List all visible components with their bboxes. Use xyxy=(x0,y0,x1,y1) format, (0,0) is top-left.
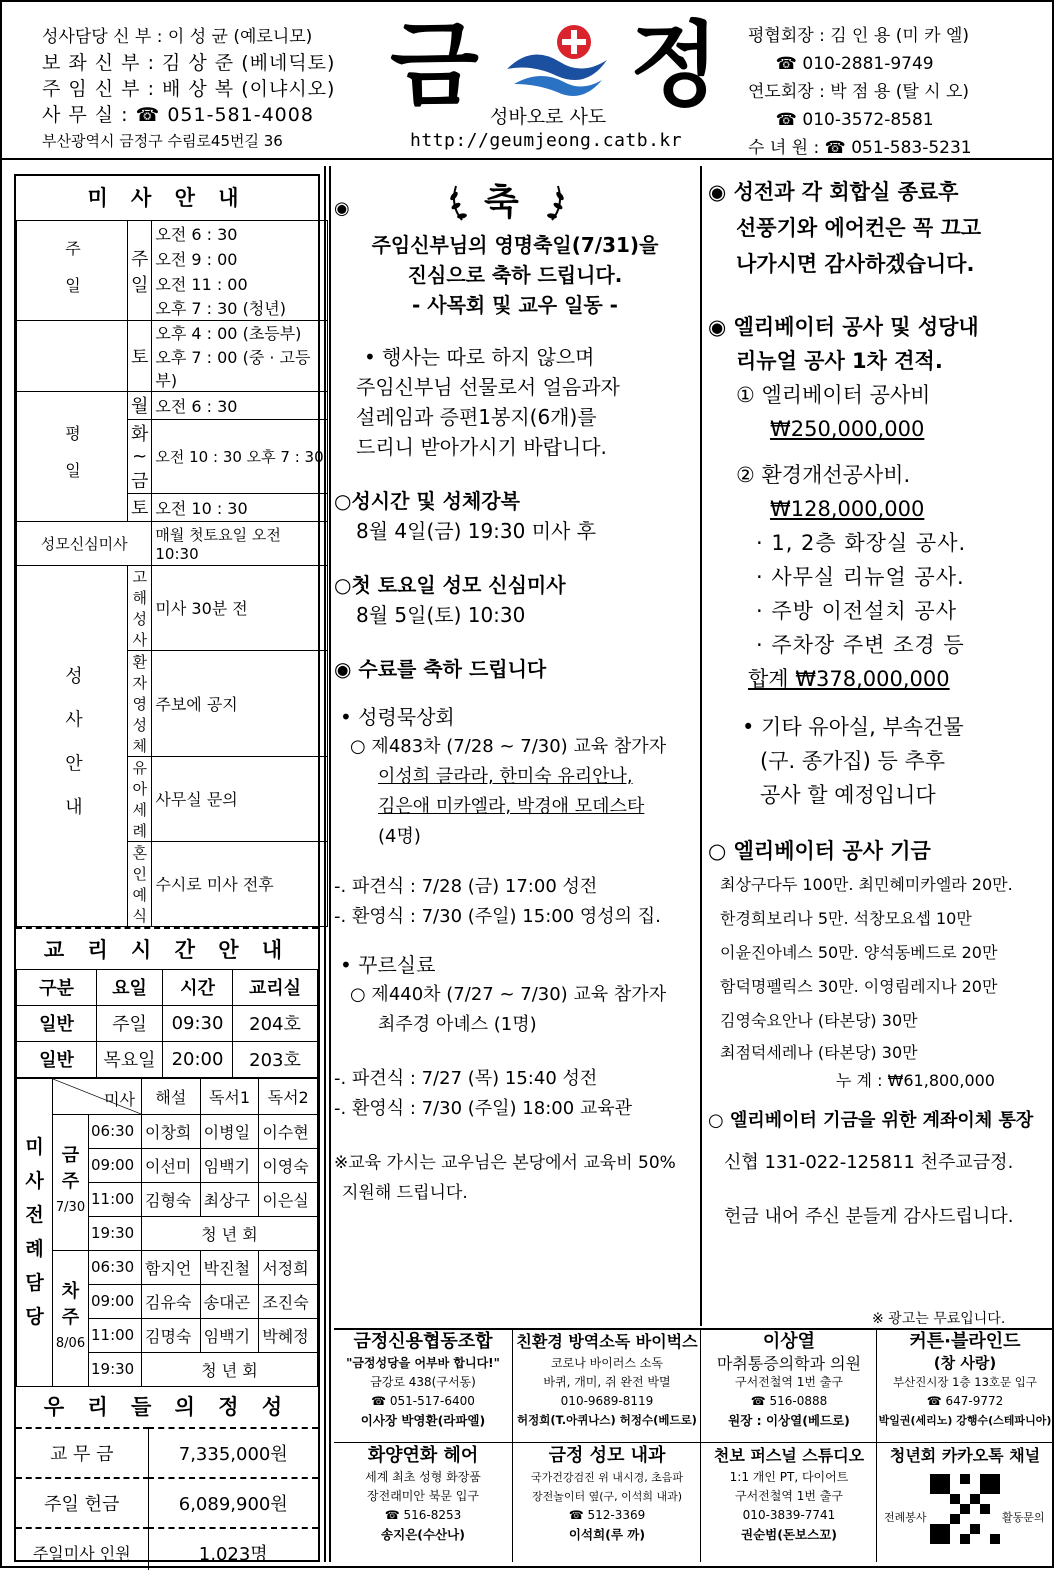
weekday-saturday-time: 오전 10 : 30 xyxy=(152,493,327,521)
ad-studio xyxy=(702,1444,876,1562)
column-divider-right xyxy=(700,166,702,1326)
catechism-head: 교리실 xyxy=(233,969,318,1005)
sunday-side-label: 주 일 xyxy=(17,221,128,321)
duty-reader1: 이병일 xyxy=(200,1114,259,1148)
tue-fri-label: 화 ~금 xyxy=(128,419,152,493)
duty-reader1: 임백기 xyxy=(200,1148,259,1182)
feast-bullet: ◉ xyxy=(334,198,350,219)
ad-line: 금강로 438(구서동) xyxy=(370,1375,476,1389)
graduation-title: ◉ 수료를 축하 드립니다 xyxy=(334,657,547,681)
fund-donor-line: 최상구다두 100만. 최민혜미카엘라 20만. xyxy=(720,875,1013,894)
ad-divider xyxy=(700,1330,701,1562)
ads-free-note: ※ 광고는 무료입니다. xyxy=(872,1311,1006,1327)
ad-owner: 박일권(세리노) 강행수(스테파니아) xyxy=(878,1414,1052,1427)
ad-line: ☎ 516-0888 xyxy=(750,1394,828,1408)
duty-head: 독서1 xyxy=(200,1078,259,1114)
duty-reader2: 이은실 xyxy=(259,1182,318,1216)
fan-notice: ◉ 성전과 각 회합실 종료후 xyxy=(708,180,959,204)
bulletin-header xyxy=(0,0,1054,160)
duty-head: 해설 xyxy=(142,1078,201,1114)
ad-line: 국가건강검진 위 내시경, 초음파 xyxy=(530,1471,684,1484)
catechism-cell: 204호 xyxy=(233,1005,318,1041)
duty-reader2: 박혜정 xyxy=(259,1318,318,1352)
ad-youth-kakao xyxy=(878,1444,1052,1562)
office-phone: 사 무 실 : ☎ 051-581-4008 xyxy=(42,104,314,126)
duty-corner-cell xyxy=(53,1078,142,1114)
ad-hair xyxy=(334,1444,512,1562)
feast-line: 진심으로 축하 드립니다. xyxy=(407,263,623,287)
duty-time: 11:00 xyxy=(89,1182,142,1216)
ad-owner: 권순범(돈보스꼬) xyxy=(741,1527,837,1542)
offering-label: 주일미사 인원 xyxy=(16,1528,148,1570)
duty-commentator: 김유숙 xyxy=(142,1284,201,1318)
website-link[interactable]: http://geumjeong.catb.kr xyxy=(410,130,683,151)
convent-phone: 수 녀 원 : ☎ 051-583-5231 xyxy=(748,138,972,158)
retreat1-title: • 성령묵상회 xyxy=(340,705,455,729)
fund-donor-line: 함덕명펠릭스 30만. 이영림레지나 20만 xyxy=(720,977,998,996)
duty-reader1: 최상구 xyxy=(200,1182,259,1216)
column-divider-left xyxy=(324,166,331,1562)
duty-reader1: 임백기 xyxy=(200,1318,259,1352)
retreat2-participants: ○ 제440차 (7/27 ~ 7/30) 교육 참가자 xyxy=(350,984,667,1005)
church-logo-icon xyxy=(502,14,612,104)
catechism-cell: 주일 xyxy=(97,1005,163,1041)
retreat2-names: 최주경 아녜스 (1명) xyxy=(378,1014,537,1035)
event-line: 주임신부님 선물로서 얼음과자 xyxy=(356,375,620,399)
fund-sum: 누 계 : ₩61,800,000 xyxy=(836,1071,995,1090)
ad-owner: 원장 : 이상열(베드로) xyxy=(728,1413,850,1428)
thanks-note: 헌금 내어 주신 분들게 감사드립니다. xyxy=(724,1206,1014,1227)
ad-title: 커튼·블라인드 xyxy=(909,1331,1021,1352)
ad-internal-medicine xyxy=(514,1444,700,1562)
liturgy-duty-table xyxy=(16,1078,318,1387)
this-week-label xyxy=(53,1114,89,1250)
catechism-cell: 일반 xyxy=(17,1005,97,1041)
catechism-table xyxy=(16,969,318,1078)
sacrament-name: 유아세례 xyxy=(128,756,152,841)
catechism-cell: 203호 xyxy=(233,1041,318,1077)
this-week-text: 금 주 xyxy=(61,1145,80,1192)
cost-item-1-value: ₩250,000,000 xyxy=(770,417,925,441)
duty-reader1: 박진철 xyxy=(200,1250,259,1284)
duty-head: 독서2 xyxy=(259,1078,318,1114)
etc-line: 공사 할 예정입니다 xyxy=(760,783,936,807)
ad-line: 부산진시장 1층 13호문 입구 xyxy=(892,1375,1037,1389)
qr-label-right: 활동문의 xyxy=(1002,1511,1045,1524)
fund-donor-line: 최점덕세레나 (타본당) 30만 xyxy=(720,1043,918,1062)
retreat1-participants: ○ 제483차 (7/28 ~ 7/30) 교육 참가자 xyxy=(350,736,667,757)
ad-title: 청년회 카카오톡 채널 xyxy=(889,1446,1041,1465)
pastor-line-3: 주 임 신 부 : 배 상 복 (이냐시오) xyxy=(42,78,336,100)
ad-line: 010-3839-7741 xyxy=(742,1508,836,1522)
ad-line: ☎ 647-9772 xyxy=(926,1394,1004,1408)
mass-schedule-title: 미 사 안 내 xyxy=(87,186,247,210)
offering-title: 우 리 들 의 정 성 xyxy=(43,1394,291,1419)
ad-line: 구서전철역 1번 출구 xyxy=(734,1489,843,1503)
retreat1-welcome: -. 환영식 : 7/30 (주일) 15:00 영성의 집. xyxy=(334,906,661,927)
saturday-time: 오후 4 : 00 (초등부) xyxy=(152,321,327,345)
next-week-text: 차 주 xyxy=(61,1281,80,1328)
ad-divider xyxy=(512,1330,513,1562)
catechism-cell: 목요일 xyxy=(97,1041,163,1077)
offering-value: 1,023명 xyxy=(198,1543,268,1565)
fund-donor-line: 이윤진아녜스 50만. 양석동베드로 20만 xyxy=(720,943,998,962)
work-item: · 주차장 주변 조경 등 xyxy=(756,633,965,657)
duty-time: 19:30 xyxy=(89,1352,142,1386)
retreat2-sendoff: -. 파견식 : 7/27 (목) 15:40 성전 xyxy=(334,1068,598,1089)
saturday-time: 오후 7 : 00 (중 · 고등부) xyxy=(152,345,327,392)
elevator-title: 리뉴얼 공사 1차 견적. xyxy=(736,349,943,373)
fund-donor-line: 한경희보리나 5만. 석창모요셉 10만 xyxy=(720,909,972,928)
ad-line: 구서전철역 1번 출구 xyxy=(734,1375,843,1389)
duty-reader2: 이수현 xyxy=(259,1114,318,1148)
cost-item-2: ② 환경개선공사비. xyxy=(736,463,911,487)
catechism-head: 구분 xyxy=(17,969,97,1005)
mass-schedule-table xyxy=(16,220,328,927)
retreat1-count: (4명) xyxy=(378,826,421,847)
duty-reader1: 송대곤 xyxy=(200,1284,259,1318)
ad-line: 바퀴, 개미, 쥐 완전 박멸 xyxy=(543,1375,671,1389)
ad-title: 친환경 방역소독 바이벅스 xyxy=(516,1332,698,1351)
cost-total: 합계 ₩378,000,000 xyxy=(748,667,950,691)
marian-mass-time: 매월 첫토요일 오전 10:30 xyxy=(152,521,327,565)
ad-line: 1:1 개인 PT, 다이어트 xyxy=(729,1470,849,1484)
holy-hour-title: ○성시간 및 성체강복 xyxy=(334,489,520,513)
ad-line: 장전놀이터 옆(구, 이석희 내과) xyxy=(531,1490,683,1503)
fan-notice: 선풍기와 에어컨은 꼭 끄고 xyxy=(736,216,982,240)
ad-title: 금정신용협동조합 xyxy=(353,1331,493,1352)
qr-area xyxy=(878,1468,1052,1548)
council-info xyxy=(748,22,972,162)
ad-divider xyxy=(876,1330,877,1562)
offering-label: 교 무 금 xyxy=(16,1428,148,1478)
transfer-title: ○ 엘리베이터 기금을 위한 계좌이체 통장 xyxy=(708,1110,1034,1131)
sacrament-name: 혼인예식 xyxy=(128,841,152,926)
ad-line: 장전래미안 북문 입구 xyxy=(367,1489,479,1503)
ad-line: ☎ 516-8253 xyxy=(384,1508,462,1522)
event-line: 드리니 받아가시기 바랍니다. xyxy=(356,435,607,459)
ad-line: 010-9689-8119 xyxy=(560,1394,654,1408)
offering-label: 주일 헌금 xyxy=(16,1478,148,1528)
duty-youth: 청 년 회 xyxy=(142,1216,318,1250)
title-geum: 금 xyxy=(390,12,479,119)
pastor-line-2: 보 좌 신 부 : 김 상 준 (베네딕토) xyxy=(42,52,336,74)
duty-commentator: 이선미 xyxy=(142,1148,201,1182)
liturgy-side-text: 미 사 전 례 담 당 xyxy=(25,1136,44,1328)
feast-line: 주임신부님의 영명축일(7/31)을 xyxy=(371,233,659,257)
duty-time: 06:30 xyxy=(89,1250,142,1284)
offering-value: 7,335,000원 xyxy=(178,1443,288,1465)
duty-time: 09:00 xyxy=(89,1284,142,1318)
elevator-title: ◉ 엘리베이터 공사 및 성당내 xyxy=(708,315,979,339)
event-line: • 행사는 따로 하지 않으며 xyxy=(364,345,595,369)
ad-title: 천보 퍼스널 스튜디오 xyxy=(713,1446,865,1465)
education-note: ※교육 가시는 교우님은 본당에서 교육비 50% xyxy=(334,1153,676,1173)
liturgy-side-label xyxy=(17,1078,53,1386)
sacrament-info: 주보에 공지 xyxy=(152,650,327,756)
first-saturday-time: 8월 5일(토) 10:30 xyxy=(356,603,526,627)
catechism-cell: 일반 xyxy=(17,1041,97,1077)
holy-hour-time: 8월 4일(금) 19:30 미사 후 xyxy=(356,519,597,543)
sacrament-name: 환자영성체 xyxy=(128,650,152,756)
next-week-label xyxy=(53,1250,89,1386)
work-item: · 사무실 리뉴얼 공사. xyxy=(756,565,965,589)
sacrament-name: 고해성사 xyxy=(128,565,152,650)
duty-reader2: 이영숙 xyxy=(259,1148,318,1182)
catechism-head: 요일 xyxy=(97,969,163,1005)
offering-table xyxy=(16,1427,318,1570)
ad-owner: 송지은(수산나) xyxy=(381,1527,465,1542)
sacrament-info: 사무실 문의 xyxy=(152,756,327,841)
ad-line: 코로나 바이러스 소독 xyxy=(551,1356,663,1370)
fund-title: ○ 엘리베이터 공사 기금 xyxy=(708,839,931,863)
duty-youth: 청 년 회 xyxy=(142,1352,318,1386)
etc-line: (구. 종가집) 등 추후 xyxy=(760,749,946,773)
catechism-head: 시간 xyxy=(163,969,233,1005)
retreat1-names: 이성희 글라라, 한미숙 유리안나, xyxy=(378,766,633,787)
ad-owner: 이사장 박영환(라파엘) xyxy=(360,1413,486,1428)
monday-time: 오전 6 : 30 xyxy=(152,391,327,419)
sacrament-side-label: 성 사 안 내 xyxy=(17,565,128,926)
council-president-phone: ☎ 010-2881-9749 xyxy=(775,54,934,74)
duty-commentator: 김형숙 xyxy=(142,1182,201,1216)
ad-line: ☎ 051-517-6400 xyxy=(371,1394,475,1408)
catechism-cell: 09:30 xyxy=(163,1005,233,1041)
ad-line: 마취통증의학과 의원 xyxy=(716,1354,862,1373)
work-item: · 주방 이전설치 공사 xyxy=(756,599,957,623)
ad-line: (창 사랑) xyxy=(933,1354,997,1372)
catechism-cell: 20:00 xyxy=(163,1041,233,1077)
ad-line: "금정성당을 어부바 합니다!" xyxy=(346,1356,500,1370)
event-line: 설레임과 증편1봉지(6개)를 xyxy=(356,405,597,429)
etc-line: • 기타 유아실, 부속건물 xyxy=(742,715,964,739)
yeondo-president-phone: ☎ 010-3572-8581 xyxy=(775,110,934,130)
marian-mass-label: 성모신심미사 xyxy=(17,521,152,565)
cost-item-2-value: ₩128,000,000 xyxy=(770,497,925,521)
saturday-label: 토 xyxy=(128,321,152,392)
pastor-line-1: 성사담당 신 부 : 이 성 균 (예로니모) xyxy=(42,27,313,47)
ad-line: ☎ 512-3369 xyxy=(568,1508,646,1522)
tue-fri-time: 오전 10 : 30 오후 7 : 30 xyxy=(152,419,327,493)
ad-line: 세계 최초 성형 화장품 xyxy=(365,1470,481,1484)
next-week-date: 8/06 xyxy=(55,1336,86,1351)
duty-time: 09:00 xyxy=(89,1148,142,1182)
duty-time: 11:00 xyxy=(89,1318,142,1352)
transfer-account: 신협 131-022-125811 천주교금정. xyxy=(724,1152,1014,1173)
offering-value: 6,089,900원 xyxy=(178,1493,288,1515)
left-column xyxy=(14,174,324,1565)
sunday-label: 주일 xyxy=(128,221,152,321)
catechism-title: 교 리 시 간 안 내 xyxy=(16,927,318,969)
duty-head: 미사 xyxy=(104,1089,135,1109)
cost-item-1: ① 엘리베이터 공사비 xyxy=(736,383,931,407)
sunday-time: 오전 9 : 00 xyxy=(152,246,327,271)
fan-notice: 나가시면 감사하겠습니다. xyxy=(736,252,975,276)
yeondo-president: 연도회장 : 박 점 용 (탈 시 오) xyxy=(748,82,970,102)
ad-title: 화양연화 헤어 xyxy=(367,1445,479,1466)
ad-owner: 이석희(루 까) xyxy=(568,1527,646,1542)
duty-time: 06:30 xyxy=(89,1114,142,1148)
duty-time: 19:30 xyxy=(89,1216,142,1250)
education-note: 지원해 드립니다. xyxy=(342,1183,468,1203)
monday-label: 월 xyxy=(128,391,152,419)
ad-owner: 허정희(T.아퀴나스) 허정수(베드로) xyxy=(517,1413,697,1427)
duty-reader2: 서정희 xyxy=(259,1250,318,1284)
title-jeong: 정 xyxy=(630,12,719,119)
work-item: · 1, 2층 화장실 공사. xyxy=(756,531,967,555)
duty-commentator: 김명숙 xyxy=(142,1318,201,1352)
first-saturday-title: ○첫 토요일 성모 신심미사 xyxy=(334,573,566,597)
clergy-info xyxy=(42,24,335,154)
cheer-text: 축 xyxy=(484,182,519,223)
patron-saint: 성바오로 사도 xyxy=(490,106,607,128)
duty-reader2: 조진숙 xyxy=(259,1284,318,1318)
retreat2-title: • 꾸르실료 xyxy=(340,953,436,977)
weekday-saturday-label: 토 xyxy=(128,493,152,521)
feast-signature: - 사목회 및 교우 일동 - xyxy=(412,293,618,317)
sacrament-info: 미사 30분 전 xyxy=(152,565,327,650)
council-president: 평협회장 : 김 인 용 (미 카 엘) xyxy=(748,26,970,46)
middle-column xyxy=(334,170,696,1208)
feast-header xyxy=(334,170,696,230)
sunday-time: 오전 11 : 00 xyxy=(152,271,327,296)
weekday-side-label: 평 일 xyxy=(17,391,128,521)
retreat2-welcome: -. 환영식 : 7/30 (주일) 18:00 교육관 xyxy=(334,1098,633,1119)
right-column xyxy=(708,174,1052,1234)
duty-commentator: 이창희 xyxy=(142,1114,201,1148)
this-week-date: 7/30 xyxy=(55,1200,86,1215)
sunday-time: 오후 7 : 30 (청년) xyxy=(152,296,327,321)
sunday-time: 오전 6 : 30 xyxy=(152,221,327,246)
qr-label-left: 전례봉사 xyxy=(884,1511,927,1524)
ad-title: 금정 성모 내과 xyxy=(548,1445,666,1466)
qr-code-icon[interactable] xyxy=(930,1474,1000,1544)
ad-title: 이상열 xyxy=(762,1331,816,1352)
duty-commentator: 함지언 xyxy=(142,1250,201,1284)
fund-donor-line: 김영숙요안나 (타본당) 30만 xyxy=(720,1011,918,1030)
retreat1-sendoff: -. 파견식 : 7/28 (금) 17:00 성전 xyxy=(334,876,598,897)
church-address: 부산광역시 금정구 수림로45번길 36 xyxy=(42,132,283,150)
retreat1-names: 김은애 미카엘라, 박경애 모데스타 xyxy=(378,796,645,817)
sacrament-info: 수시로 미사 전후 xyxy=(152,841,327,926)
